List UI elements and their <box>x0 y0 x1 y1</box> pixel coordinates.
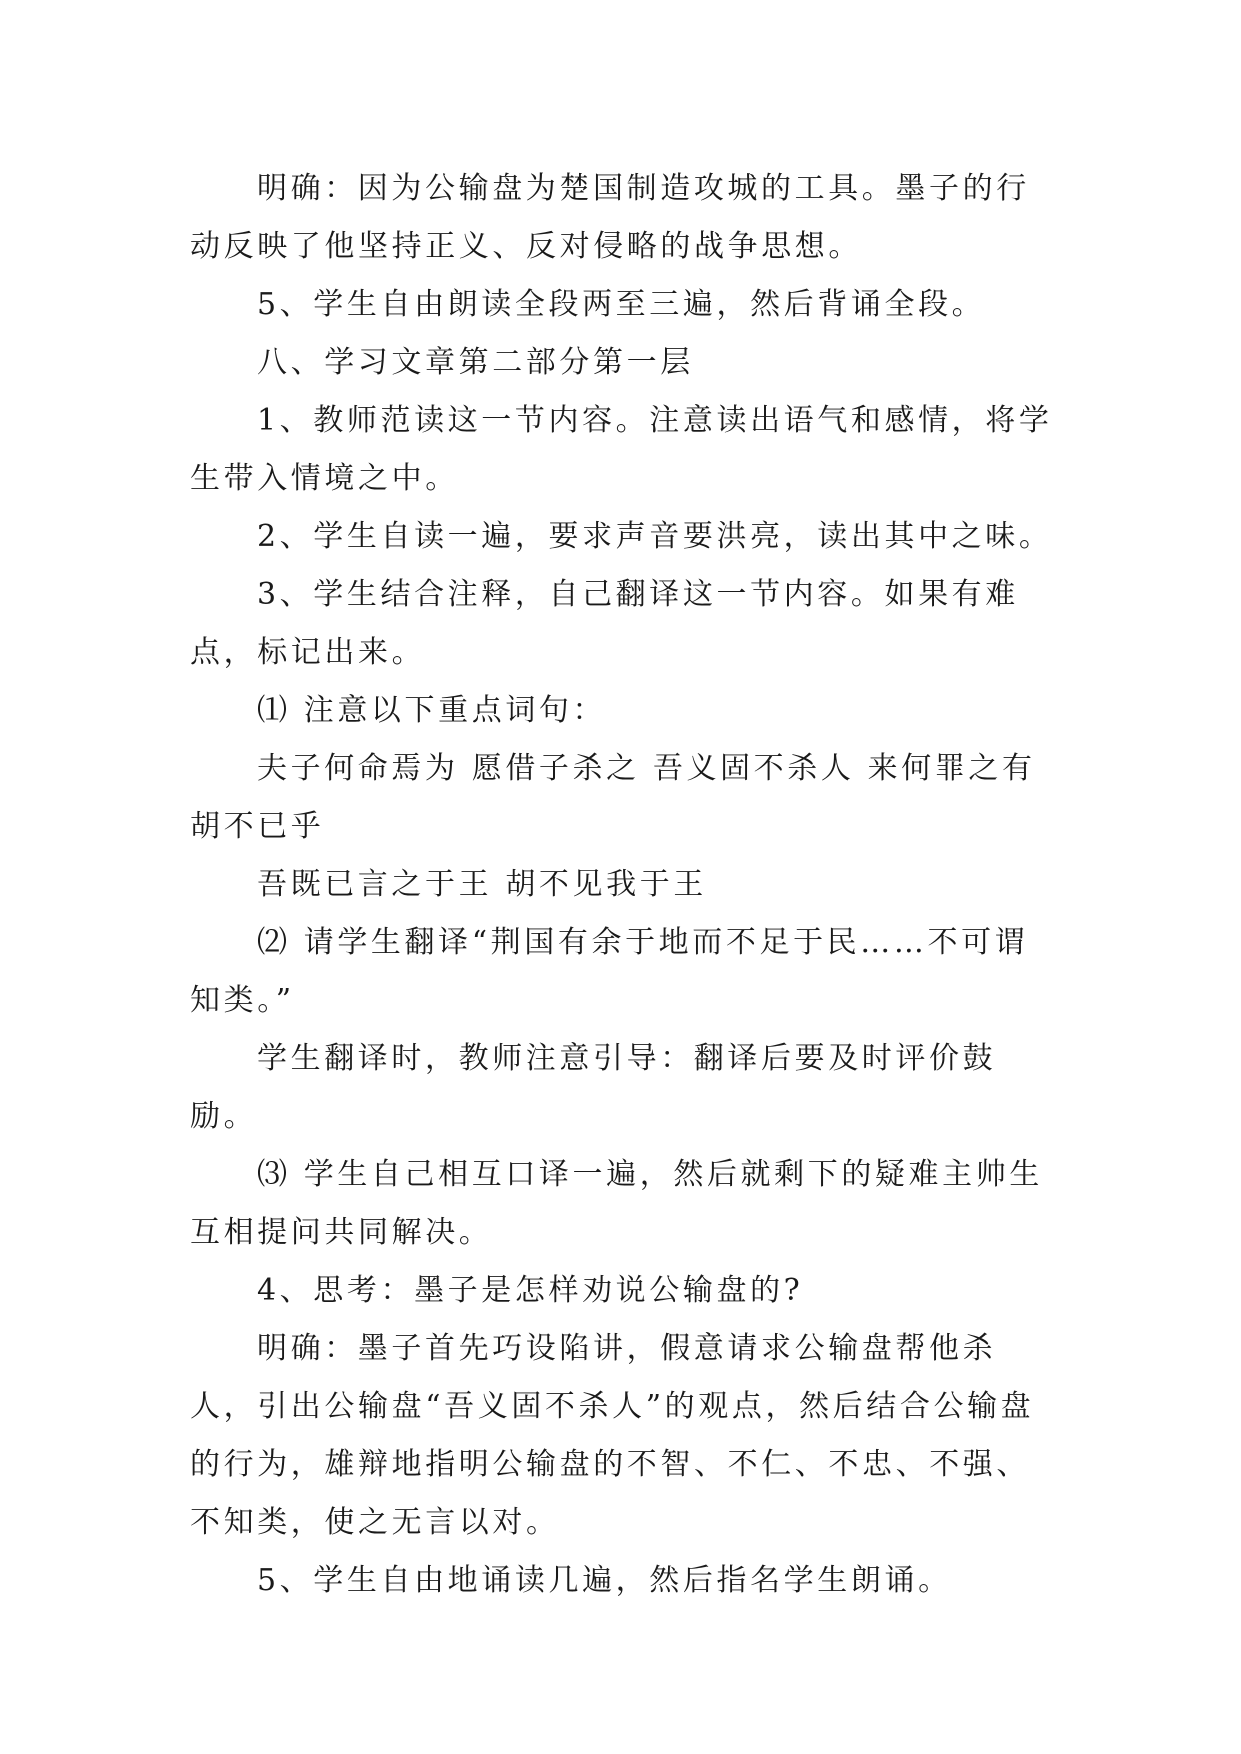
paragraph: 4、思考：墨子是怎样劝说公输盘的? <box>257 1273 804 1308</box>
paragraph: 夫子何命焉为 愿借子杀之 吾义固不杀人 来何罪之有 胡不已乎 <box>190 751 1036 844</box>
paragraph: 5、学生自由地诵读几遍，然后指名学生朗诵。 <box>257 1563 952 1598</box>
paragraph: 2、学生自读一遍，要求声音要洪亮，读出其中之味。 <box>257 519 1053 554</box>
paragraph: 明确：因为公输盘为楚国制造攻城的工具。墨子的行动反映了他坚持正义、反对侵略的战争思想。 <box>190 171 1030 264</box>
document-body <box>190 160 1058 1610</box>
paragraph: 5、学生自由朗读全段两至三遍，然后背诵全段。 <box>257 287 986 322</box>
paragraph: 吾既已言之于王 胡不见我于王 <box>257 867 707 902</box>
paragraph: 明确：墨子首先巧设陷讲，假意请求公输盘帮他杀人，引出公输盘“吾义固不杀人”的观点，然后结合公输盘的行为，雄辩地指明公输盘的不智、不仁、不忠、不强、不知类，使之无言以对。 <box>190 1331 1035 1540</box>
paragraph: 1、教师范读这一节内容。注意读出语气和感情，将学生带入情境之中。 <box>190 403 1053 496</box>
paragraph: 学生翻译时，教师注意引导：翻译后要及时评价鼓励。 <box>190 1041 997 1134</box>
paragraph: ⑴ 注意以下重点词句： <box>257 693 607 728</box>
paragraph: ⑵ 请学生翻译“荆国有余于地而不足于民……不可谓知类。” <box>190 925 1029 1018</box>
paragraph: ⑶ 学生自己相互口译一遍，然后就剩下的疑难主帅生互相提问共同解决。 <box>190 1157 1043 1250</box>
paragraph: 3、学生结合注释，自己翻译这一节内容。如果有难点，标记出来。 <box>190 577 1019 670</box>
section-heading: 八、学习文章第二部分第一层 <box>257 345 694 380</box>
